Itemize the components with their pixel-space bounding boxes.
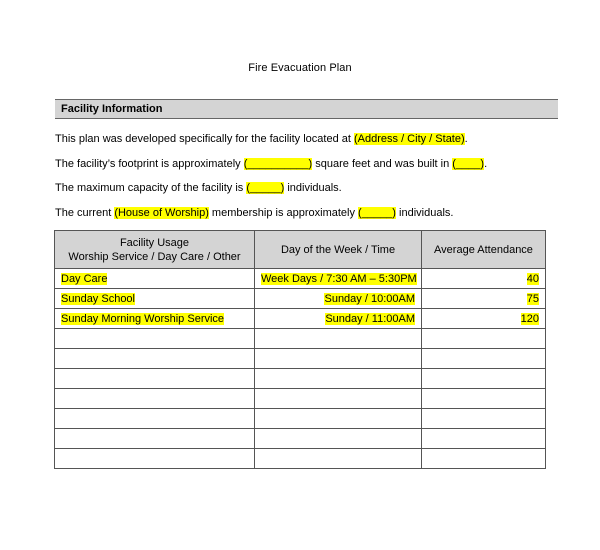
day-time-cell[interactable] [255, 449, 422, 469]
day-time-cell[interactable] [255, 409, 422, 429]
usage-cell[interactable] [55, 389, 255, 409]
day-time-cell[interactable] [255, 289, 422, 309]
paragraph-membership [55, 207, 555, 219]
usage-cell-text: Sunday Morning Worship Service [61, 312, 225, 325]
membership-mid: membership is approximately [208, 207, 359, 219]
attendance-cell[interactable] [422, 269, 546, 289]
address-placeholder[interactable]: (Address / City / State) [354, 133, 465, 145]
usage-cell[interactable] [55, 269, 255, 289]
day-time-cell[interactable] [255, 309, 422, 329]
attendance-cell[interactable] [422, 349, 546, 369]
footprint-end: . [484, 158, 488, 170]
day-time-cell-text: Sunday / 10:00AM [324, 292, 415, 305]
membership-count-placeholder[interactable]: (_____) [358, 207, 396, 219]
usage-cell-text: Day Care [61, 272, 108, 285]
attendance-cell[interactable] [422, 389, 546, 409]
location-end: . [464, 133, 468, 145]
day-time-cell[interactable] [255, 429, 422, 449]
header-usage-line2: Worship Service / Day Care / Other [68, 250, 241, 263]
usage-cell[interactable] [55, 409, 255, 429]
usage-cell-text: Sunday School [61, 292, 135, 305]
paragraph-footprint [55, 158, 555, 170]
table-row [55, 349, 546, 369]
organization-type-placeholder[interactable]: (House of Worship) [114, 207, 209, 219]
header-usage-line1: Facility Usage [119, 236, 190, 249]
usage-cell[interactable] [55, 449, 255, 469]
attendance-cell[interactable] [422, 329, 546, 349]
header-facility-usage [55, 231, 255, 269]
capacity-placeholder[interactable]: (_____) [246, 182, 285, 194]
day-time-cell[interactable] [255, 349, 422, 369]
year-built-placeholder[interactable]: (____) [452, 158, 485, 170]
attendance-cell-text: 75 [526, 292, 539, 305]
attendance-cell[interactable] [422, 409, 546, 429]
facility-usage-table [54, 230, 546, 469]
document-title: Fire Evacuation Plan [248, 62, 352, 74]
attendance-cell[interactable] [422, 289, 546, 309]
table-row [55, 369, 546, 389]
table-header-row [55, 231, 546, 269]
capacity-end: individuals. [284, 182, 342, 194]
attendance-cell-text: 40 [526, 272, 539, 285]
paragraph-capacity [55, 182, 555, 194]
attendance-cell[interactable] [422, 369, 546, 389]
day-time-cell[interactable] [255, 369, 422, 389]
day-time-cell[interactable] [255, 269, 422, 289]
day-time-cell[interactable] [255, 329, 422, 349]
usage-cell[interactable] [55, 349, 255, 369]
attendance-cell[interactable] [422, 449, 546, 469]
location-text: This plan was developed specifically for the facility located at [55, 133, 354, 145]
footprint-mid: square feet and was built in [312, 158, 453, 170]
attendance-cell[interactable] [422, 429, 546, 449]
table-row [55, 329, 546, 349]
square-feet-placeholder[interactable]: (__________) [243, 158, 313, 170]
section-title: Facility Information [61, 103, 163, 115]
table-row [55, 309, 546, 329]
membership-end: individuals. [395, 207, 454, 219]
footprint-text: The facility’s footprint is approximately [55, 158, 244, 170]
capacity-text: The maximum capacity of the facility is [55, 182, 247, 194]
day-time-cell-text: Week Days / 7:30 AM – 5:30PM [261, 272, 417, 285]
usage-cell[interactable] [55, 289, 255, 309]
day-time-cell-text: Sunday / 11:00AM [325, 312, 415, 325]
usage-cell[interactable] [55, 329, 255, 349]
table-row [55, 449, 546, 469]
attendance-cell[interactable] [422, 309, 546, 329]
table-row [55, 389, 546, 409]
table-row [55, 269, 546, 289]
table-row [55, 289, 546, 309]
paragraph-location [55, 133, 555, 145]
usage-cell[interactable] [55, 429, 255, 449]
day-time-cell[interactable] [255, 389, 422, 409]
header-day-time: Day of the Week / Time [255, 231, 422, 269]
usage-cell[interactable] [55, 309, 255, 329]
table-row [55, 409, 546, 429]
table-row [55, 429, 546, 449]
usage-cell[interactable] [55, 369, 255, 389]
attendance-cell-text: 120 [520, 312, 539, 325]
header-average-attendance: Average Attendance [422, 231, 546, 269]
membership-text: The current [55, 207, 115, 219]
section-header-bar [55, 99, 558, 119]
